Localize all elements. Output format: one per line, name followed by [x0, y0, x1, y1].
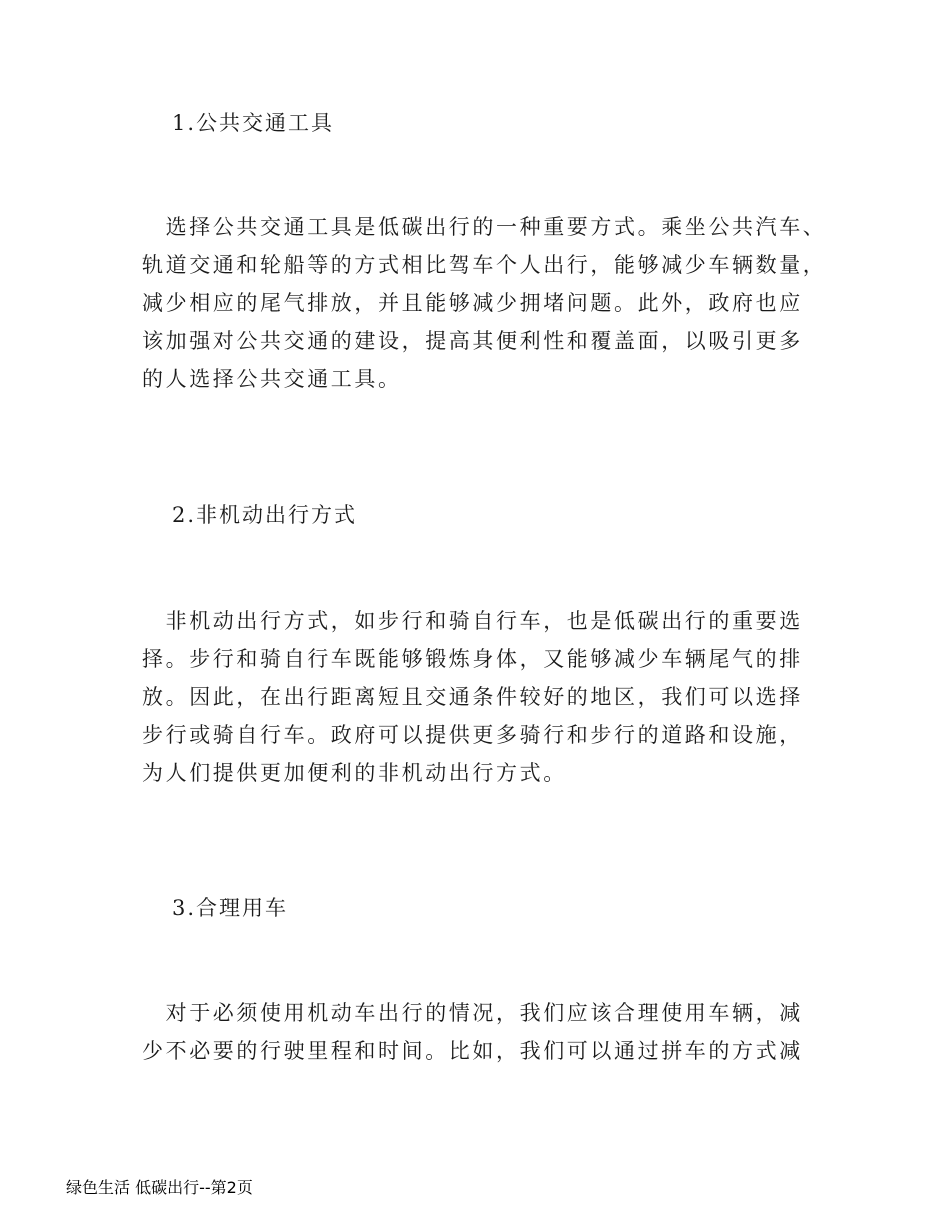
section-heading-non-motorized: 2.非机动出行方式 — [172, 503, 358, 527]
page-footer: 绿色生活 低碳出行--第2页 — [66, 1178, 253, 1197]
section-paragraph-non-motorized — [142, 602, 842, 792]
paragraph-line: 放。因此，在出行距离短且交通条件较好的地区，我们可以选择 — [142, 685, 803, 709]
paragraph-line: 轨道交通和轮船等的方式相比驾车个人出行，能够减少车辆数量， — [142, 253, 827, 277]
paragraph-line: 的人选择公共交通工具。 — [142, 367, 402, 391]
section-paragraph-public-transport — [142, 208, 842, 398]
paragraph-line: 减少相应的尾气排放，并且能够减少拥堵问题。此外，政府也应 — [142, 291, 803, 315]
paragraph-line: 步行或骑自行车。政府可以提供更多骑行和步行的道路和设施， — [142, 723, 803, 747]
paragraph-line: 少不必要的行驶里程和时间。比如，我们可以通过拼车的方式减 — [142, 1039, 803, 1063]
section-heading-public-transport: 1.公共交通工具 — [172, 111, 335, 135]
paragraph-line: 为人们提供更加便利的非机动出行方式。 — [142, 761, 567, 785]
paragraph-line: 选择公共交通工具是低碳出行的一种重要方式。乘坐公共汽车、 — [142, 215, 827, 239]
paragraph-line: 非机动出行方式，如步行和骑自行车，也是低碳出行的重要选 — [142, 609, 803, 633]
section-heading-reasonable-car-use: 3.合理用车 — [172, 896, 289, 920]
section-paragraph-reasonable-car-use — [142, 994, 842, 1070]
paragraph-line: 择。步行和骑自行车既能够锻炼身体，又能够减少车辆尾气的排 — [142, 647, 803, 671]
paragraph-line: 该加强对公共交通的建设，提高其便利性和覆盖面，以吸引更多 — [142, 329, 803, 353]
paragraph-line: 对于必须使用机动车出行的情况，我们应该合理使用车辆，减 — [142, 1001, 803, 1025]
